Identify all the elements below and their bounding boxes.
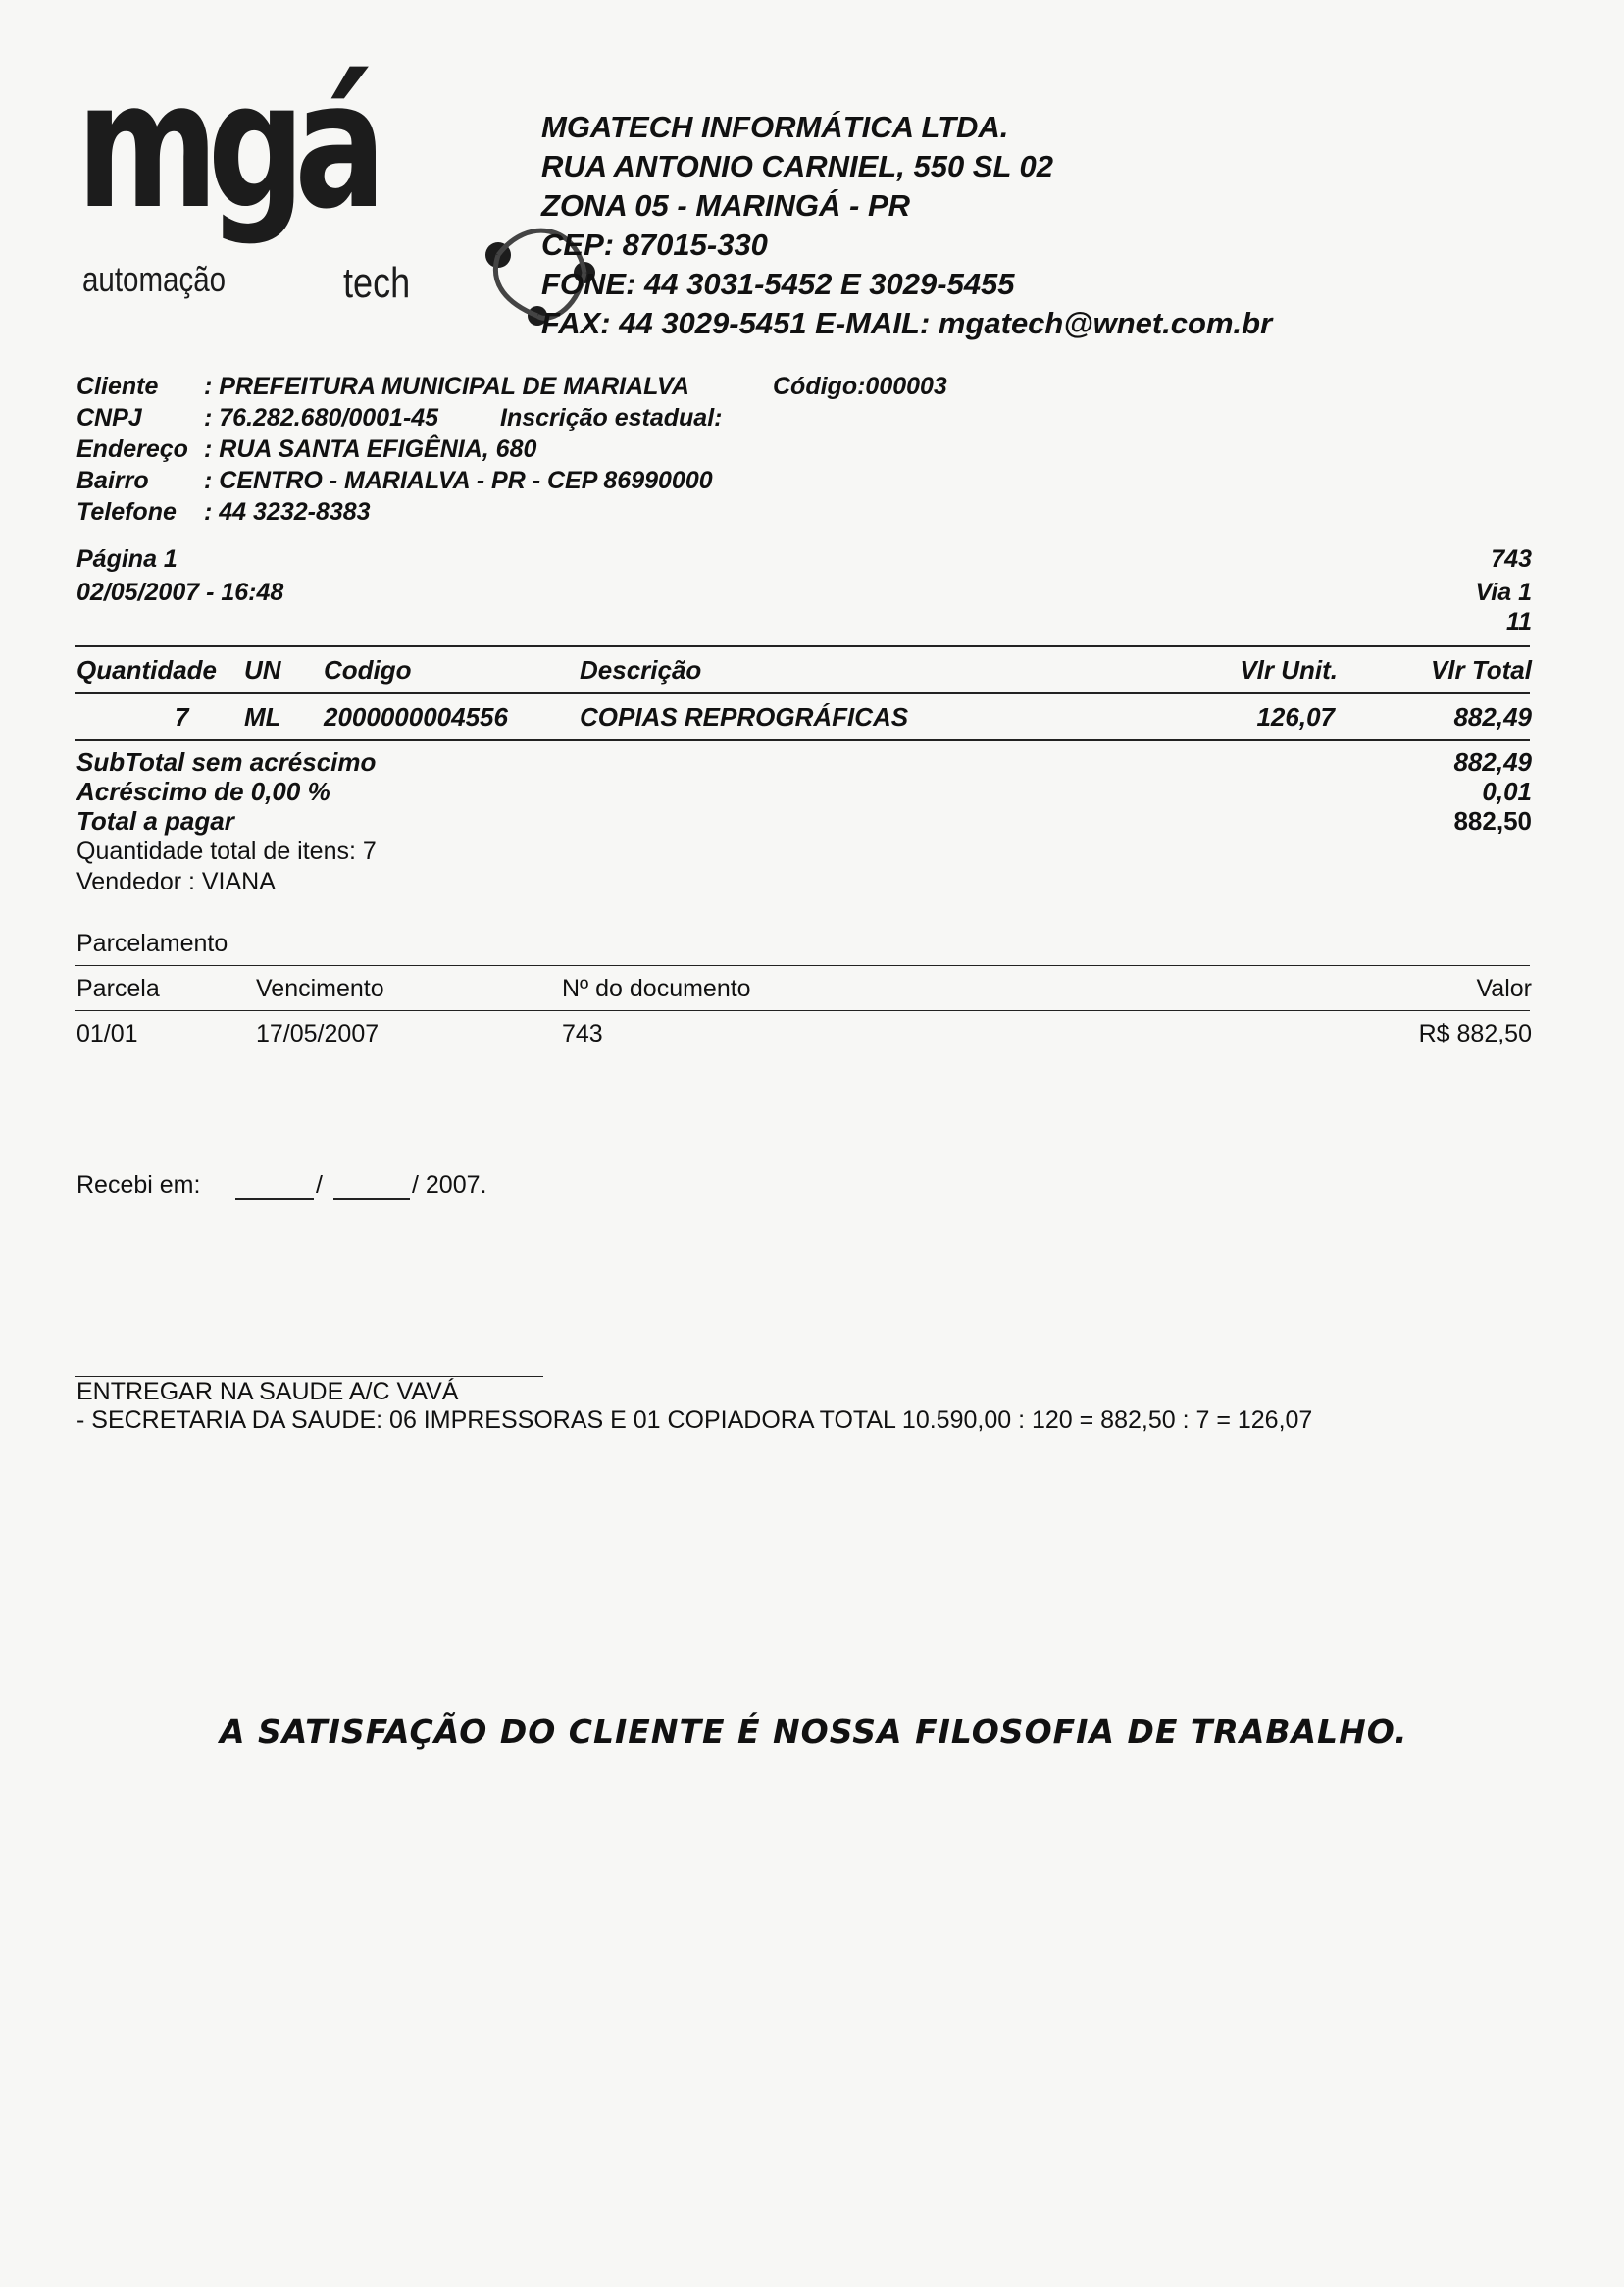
page-number: Página 1 (76, 545, 178, 573)
items-header-rule (75, 692, 1530, 694)
subtotal-value: 882,49 (1453, 747, 1532, 777)
telefone-label: Telefone (76, 498, 177, 526)
installments-header-valor: Valor (1476, 975, 1532, 1002)
company-address: RUA ANTONIO CARNIEL, 550 SL 02 (541, 149, 1053, 183)
bairro-value: : CENTRO - MARIALVA - PR - CEP 86990000 (204, 467, 713, 494)
company-phone: FONE: 44 3031-5452 E 3029-5455 (541, 267, 1015, 301)
items-bottom-rule (75, 739, 1530, 741)
logo-subtitle-right: tech (343, 259, 411, 307)
col-header-vlr-unit: Vlr Unit. (1240, 655, 1338, 685)
item-total: 882,49 (1453, 702, 1532, 732)
inscricao-label: Inscrição estadual: (500, 404, 723, 432)
installment-documento: 743 (562, 1020, 603, 1047)
company-logo (76, 44, 537, 314)
cnpj-value: : 76.282.680/0001-45 (204, 404, 439, 432)
company-zone: ZONA 05 - MARINGÁ - PR (541, 188, 911, 223)
installments-header-rule (75, 1010, 1530, 1011)
col-header-descricao: Descrição (580, 655, 702, 685)
col-header-vlr-total: Vlr Total (1430, 655, 1532, 685)
company-header (541, 108, 1272, 343)
item-unit-price: 126,07 (1256, 702, 1335, 732)
col-header-quantidade: Quantidade (76, 655, 218, 685)
col-header-un: UN (244, 655, 281, 685)
installments-header-parcela: Parcela (76, 975, 160, 1002)
item-un: ML (244, 702, 281, 732)
received-month-blank (333, 1198, 410, 1200)
company-cep: CEP: 87015-330 (541, 228, 768, 262)
subtotal-label: SubTotal sem acréscimo (76, 747, 377, 777)
endereco-value: : RUA SANTA EFIGÊNIA, 680 (204, 435, 537, 463)
logo-wordmark: mgá (76, 44, 376, 247)
installment-valor: R$ 882,50 (1418, 1020, 1532, 1047)
received-separator-1: / (316, 1171, 323, 1198)
document-number: 743 (1491, 545, 1532, 573)
installment-parcela: 01/01 (76, 1020, 138, 1047)
notes-rule (75, 1376, 543, 1377)
acrescimo-value: 0,01 (1482, 777, 1532, 806)
installments-title: Parcelamento (76, 930, 228, 957)
cliente-value: : PREFEITURA MUNICIPAL DE MARIALVA (204, 373, 689, 400)
item-qty: 7 (175, 702, 189, 732)
col-header-codigo: Codigo (324, 655, 412, 685)
notes-line-2: - SECRETARIA DA SAUDE: 06 IMPRESSORAS E 01 COPIADORA TOTAL 10.590,00 : 120 = 882,50 : 7 = 126,07 (76, 1406, 1313, 1434)
installment-vencimento: 17/05/2007 (256, 1020, 380, 1047)
acrescimo-label: Acréscimo de 0,00 % (76, 777, 330, 806)
logo-subtitle-left: automação (82, 259, 227, 299)
installments-top-rule (75, 965, 1530, 966)
endereco-label: Endereço (76, 435, 188, 463)
received-separator-2: / 2007. (412, 1171, 487, 1198)
company-name: MGATECH INFORMÁTICA LTDA. (541, 110, 1009, 144)
footer-tagline: A SATISFAÇÃO DO CLIENTE É NOSSA FILOSOFIA DE TRABALHO. (220, 1712, 1408, 1751)
salesperson: Vendedor : VIANA (76, 868, 276, 895)
copy-via: Via 1 (1475, 579, 1532, 606)
installments-header-documento: Nº do documento (562, 975, 751, 1002)
cliente-label: Cliente (76, 373, 159, 400)
issue-datetime: 02/05/2007 - 16:48 (76, 579, 284, 606)
installments-header-vencimento: Vencimento (256, 975, 384, 1002)
item-descricao: COPIAS REPROGRÁFICAS (580, 702, 909, 732)
received-on-label: Recebi em: (76, 1171, 201, 1198)
notes-line-1: ENTREGAR NA SAUDE A/C VAVÁ (76, 1378, 459, 1405)
total-items-count: Quantidade total de itens: 7 (76, 838, 377, 865)
item-codigo: 2000000004556 (324, 702, 508, 732)
company-fax-email: FAX: 44 3029-5451 E-MAIL: mgatech@wnet.com.br (541, 306, 1273, 340)
telefone-value: : 44 3232-8383 (204, 498, 371, 526)
client-code: Código:000003 (773, 373, 947, 400)
total-label: Total a pagar (76, 806, 234, 836)
bairro-label: Bairro (76, 467, 149, 494)
total-value: 882,50 (1453, 806, 1532, 836)
handwritten-mark: 11 (1506, 608, 1532, 635)
received-day-blank (235, 1198, 314, 1200)
items-top-rule (75, 645, 1530, 647)
cnpj-label: CNPJ (76, 404, 142, 432)
